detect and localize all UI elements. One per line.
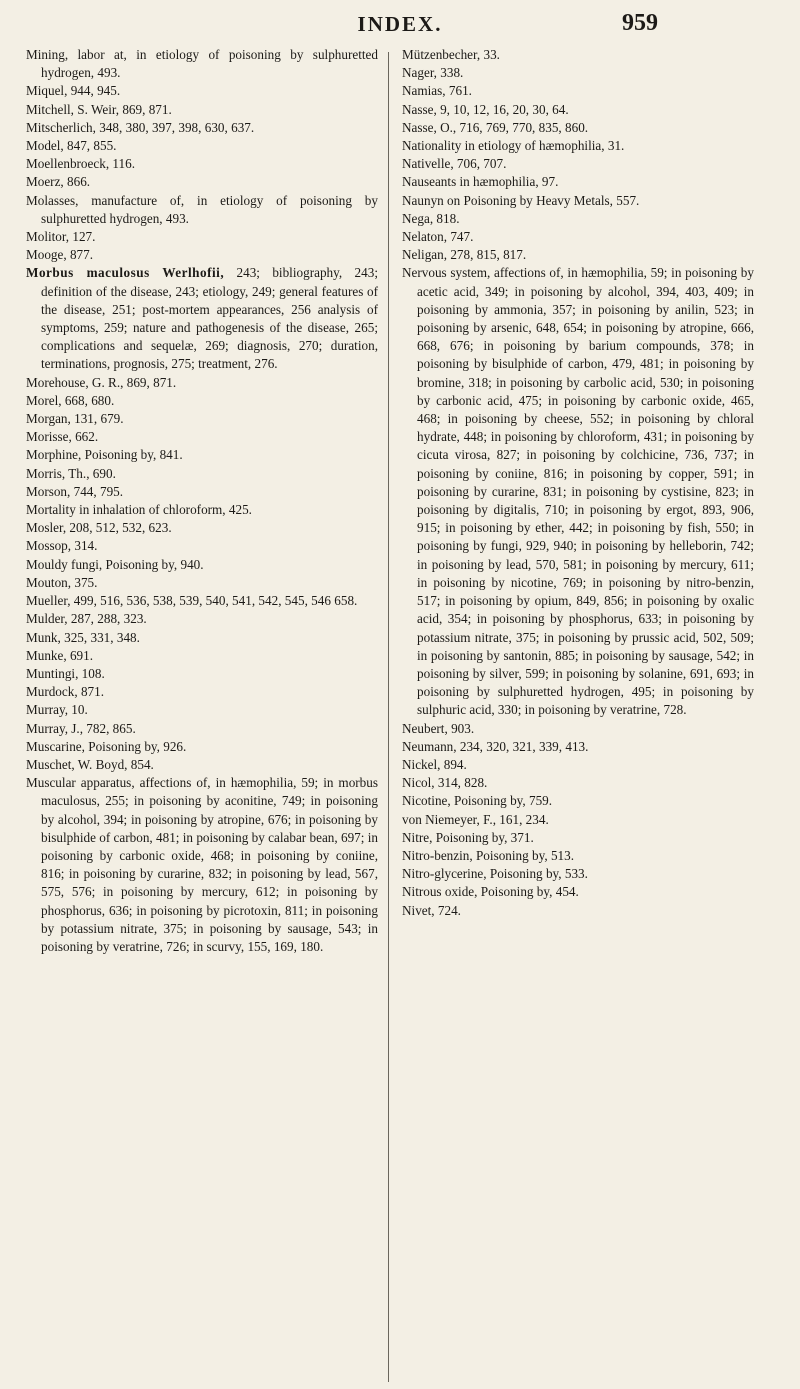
index-entry-text: Munke, 691. — [26, 647, 94, 663]
index-entry-text: Neligan, 278, 815, 817. — [402, 247, 527, 263]
index-entry-text: Mulder, 287, 288, 323. — [26, 611, 147, 627]
index-entry-text: Namias, 761. — [402, 83, 472, 99]
index-entry-text: Nasse, O., 716, 769, 770, 835, 860. — [402, 119, 589, 135]
index-entry — [402, 210, 754, 228]
index-entry-text: Nervous system, affections of, in hæmophilia, 59; in poisoning by acetic acid, 349; in poisoning by alcohol, 394, 403, 409; in poisoning by ammonia, 357; in poisoning by anilin, 523; in poisoning by arsenic, 648, 654; in poisoning by atropine, 666, 668, 676; in poisoning by barium compounds, 378; in poisoning by bisulphide of carbon, 479, 481; in poisoning by bromine, 318; in poisoning by carbolic acid, 530; in poisoning by carbonic acid, 475; in poisoning by carbonic oxide, 465, 468; in poisoning by cheese, 552; in poisoning by chloral hydrate, 448; in poisoning by chloroform, 431; in poisoning by cicuta virosa, 827; in poisoning by colchicine, 736, 737; in poisoning by coniine, 816; in poisoning by copper, 591; in poisoning by curarine, 831; in poisoning by cystisine, 823; in poisoning by digitalis, 710; in poisoning by ergot, 893, 906, 915; in poisoning by ether, 442; in poisoning by fish, 550; in poisoning by fungi, 929, 940; in poisoning by helleborin, 742; in poisoning by lead, 570, 581; in poisoning by mercury, 611; in poisoning by nicotine, 769; in poisoning by nitro-benzin, 517; in poisoning by opium, 849, 856; in poisoning by oxalic acid, 354; in poisoning by phosphorus, 633; in poisoning by potassium nitrate, 375; in poisoning by prussic acid, 502, 509; in poisoning by santonin, 885; in poisoning by sausage, 542; in poisoning by silver, 599; in poisoning by solanine, 691, 693; in poisoning by sulphuretted hydrogen, 495; in poisoning by sulphuric acid, 330; in poisoning by veratrine, 728. — [402, 265, 754, 718]
page-header — [0, 6, 800, 46]
index-entry — [402, 82, 754, 100]
index-entry-text: Moerz, 866. — [26, 174, 91, 190]
index-entry-text: Model, 847, 855. — [26, 138, 117, 154]
index-entry — [26, 665, 378, 683]
index-entry — [26, 610, 378, 628]
index-entry — [402, 883, 754, 901]
index-entry — [26, 629, 378, 647]
index-entry-text: Nitre, Poisoning by, 371. — [402, 829, 534, 845]
index-entry-text: Nasse, 9, 10, 12, 16, 20, 30, 64. — [402, 101, 569, 117]
index-entry — [402, 811, 754, 829]
index-entry-text: 243; bibliography, 243; definition of the disease, 243; etiology, 249; general features of the disease, 251; post-mortem appearances, 256 analysis of symptoms, 259; nature and pathogenesis of the disease, 265; complications and sequelæ, 269; diagnosis, 270; duration, terminations, prognosis, 275; treatment, 276. — [41, 265, 378, 372]
index-entry-text: Mosler, 208, 512, 532, 623. — [26, 520, 172, 536]
index-entry-text: Neubert, 903. — [402, 720, 475, 736]
index-entry-text: Mouldy fungi, Poisoning by, 940. — [26, 556, 204, 572]
index-entry-text: Mossop, 314. — [26, 538, 98, 554]
index-entry-text: Morel, 668, 680. — [26, 392, 115, 408]
index-entry-text: Nickel, 894. — [402, 756, 467, 772]
index-entry — [26, 574, 378, 592]
index-entry-text: Mitchell, S. Weir, 869, 871. — [26, 101, 172, 117]
index-entry — [26, 410, 378, 428]
index-entry — [26, 446, 378, 464]
index-entry — [402, 119, 754, 137]
index-entry — [26, 483, 378, 501]
index-entry — [402, 173, 754, 191]
index-entry-text: Murray, J., 782, 865. — [26, 720, 136, 736]
index-entry-text: Nicol, 314, 828. — [402, 775, 488, 791]
index-entry-text: Molasses, manufacture of, in etiology of poisoning by sulphuretted hydrogen, 493. — [26, 192, 378, 226]
index-entry-text: Mitscherlich, 348, 380, 397, 398, 630, 637. — [26, 119, 255, 135]
index-entry — [402, 902, 754, 920]
page-title: INDEX. — [357, 12, 443, 36]
index-entry-text: Nitro-benzin, Poisoning by, 513. — [402, 847, 575, 863]
index-entry-text: Nationality in etiology of hæmophilia, 31. — [402, 138, 625, 154]
index-entry-text: Muschet, W. Boyd, 854. — [26, 756, 154, 772]
index-entry — [26, 501, 378, 519]
index-entry-text: Morehouse, G. R., 869, 871. — [26, 374, 177, 390]
index-entry — [26, 756, 378, 774]
index-entry-text: Nitro-glycerine, Poisoning by, 533. — [402, 866, 588, 882]
index-entry — [402, 192, 754, 210]
index-entry-text: Mueller, 499, 516, 536, 538, 539, 540, 541, 542, 545, 546 658. — [26, 593, 358, 609]
index-entry — [26, 264, 378, 373]
index-column-right — [402, 46, 754, 920]
index-entry-text: Nelaton, 747. — [402, 229, 474, 245]
index-entry — [26, 701, 378, 719]
index-entry-text: Naunyn on Poisoning by Heavy Metals, 557. — [402, 192, 640, 208]
index-entry — [402, 847, 754, 865]
index-entry-text: Mining, labor at, in etiology of poisoning by sulphuretted hydrogen, 493. — [26, 47, 378, 81]
index-entry-text: Nitrous oxide, Poisoning by, 454. — [402, 884, 579, 900]
index-entry-text: Muscarine, Poisoning by, 926. — [26, 738, 187, 754]
index-entry — [402, 756, 754, 774]
index-entry-text: Neumann, 234, 320, 321, 339, 413. — [402, 738, 589, 754]
index-entry — [26, 246, 378, 264]
index-entry — [402, 64, 754, 82]
index-entry-text: Morgan, 131, 679. — [26, 411, 124, 427]
index-entry-text: Nauseants in hæmophilia, 97. — [402, 174, 559, 190]
index-entry — [26, 720, 378, 738]
index-entry — [26, 82, 378, 100]
index-entry-text: Munk, 325, 331, 348. — [26, 629, 140, 645]
index-entry — [26, 465, 378, 483]
index-entry-heading: Morbus maculosus Werlhofii, — [26, 265, 225, 281]
index-entry-text: Nager, 338. — [402, 65, 464, 81]
index-entry — [402, 774, 754, 792]
index-entry — [402, 228, 754, 246]
index-entry — [26, 137, 378, 155]
index-entry — [26, 556, 378, 574]
index-entry-text: Morphine, Poisoning by, 841. — [26, 447, 183, 463]
index-entry — [402, 137, 754, 155]
index-entry-text: Moellenbroeck, 116. — [26, 156, 136, 172]
index-entry-text: Murdock, 871. — [26, 684, 105, 700]
index-entry — [26, 374, 378, 392]
index-entry — [402, 246, 754, 264]
index-entry-text: Mortality in inhalation of chloroform, 425. — [26, 502, 252, 518]
index-entry — [26, 101, 378, 119]
index-entry — [26, 537, 378, 555]
index-entry — [402, 155, 754, 173]
index-entry — [26, 519, 378, 537]
index-entry-text: Morisse, 662. — [26, 429, 99, 445]
page-number: 959 — [622, 10, 658, 36]
index-entry — [26, 647, 378, 665]
index-entry-text: Morris, Th., 690. — [26, 465, 116, 481]
index-entry — [26, 46, 378, 82]
index-entry — [402, 865, 754, 883]
index-entry — [402, 46, 754, 64]
column-divider — [388, 52, 389, 1382]
index-column-left — [26, 46, 378, 956]
index-entry — [26, 228, 378, 246]
index-entry — [402, 720, 754, 738]
index-entry-text: Morson, 744, 795. — [26, 483, 124, 499]
index-entry-text: Miquel, 944, 945. — [26, 83, 121, 99]
index-entry — [26, 738, 378, 756]
index-entry-text: Mouton, 375. — [26, 574, 98, 590]
index-entry-text: Molitor, 127. — [26, 229, 96, 245]
index-entry — [26, 119, 378, 137]
index-entry-text: Murray, 10. — [26, 702, 88, 718]
index-entry — [402, 738, 754, 756]
index-entry-text: Nega, 818. — [402, 210, 460, 226]
index-entry — [26, 683, 378, 701]
index-entry — [26, 173, 378, 191]
index-entry-text: Muscular apparatus, affections of, in hæmophilia, 59; in morbus maculosus, 255; in poisoning by aconitine, 749; in poisoning by alcohol, 394; in poisoning by atropine, 676; in poisoning by bisulphide of carbon, 481; in poisoning by calabar bean, 697; in poisoning by carbonic oxide, 468; in poisoning by coniine, 816; in poisoning by curarine, 832; in poisoning by lead, 567, 575, 576; in poisoning by mercury, 612; in poisoning by phosphorus, 636; in poisoning by picrotoxin, 811; in poisoning by potassium nitrate, 375; in poisoning by sausage, 543; in poisoning by veratrine, 726; in scurvy, 155, 169, 180. — [26, 775, 378, 954]
index-entry — [402, 264, 754, 719]
index-entry — [26, 592, 378, 610]
index-entry-text: Nivet, 724. — [402, 902, 461, 918]
index-entry — [26, 774, 378, 956]
index-entry-text: Nicotine, Poisoning by, 759. — [402, 793, 553, 809]
index-entry-text: von Niemeyer, F., 161, 234. — [402, 811, 549, 827]
index-entry — [402, 792, 754, 810]
index-entry — [26, 155, 378, 173]
index-entry — [26, 192, 378, 228]
index-entry — [402, 829, 754, 847]
index-entry-text: Mützenbecher, 33. — [402, 47, 500, 62]
index-entry-text: Nativelle, 706, 707. — [402, 156, 507, 172]
index-entry — [26, 392, 378, 410]
index-entry-text: Muntingi, 108. — [26, 665, 105, 681]
index-entry — [26, 428, 378, 446]
index-entry-text: Mooge, 877. — [26, 247, 94, 263]
index-entry — [402, 101, 754, 119]
